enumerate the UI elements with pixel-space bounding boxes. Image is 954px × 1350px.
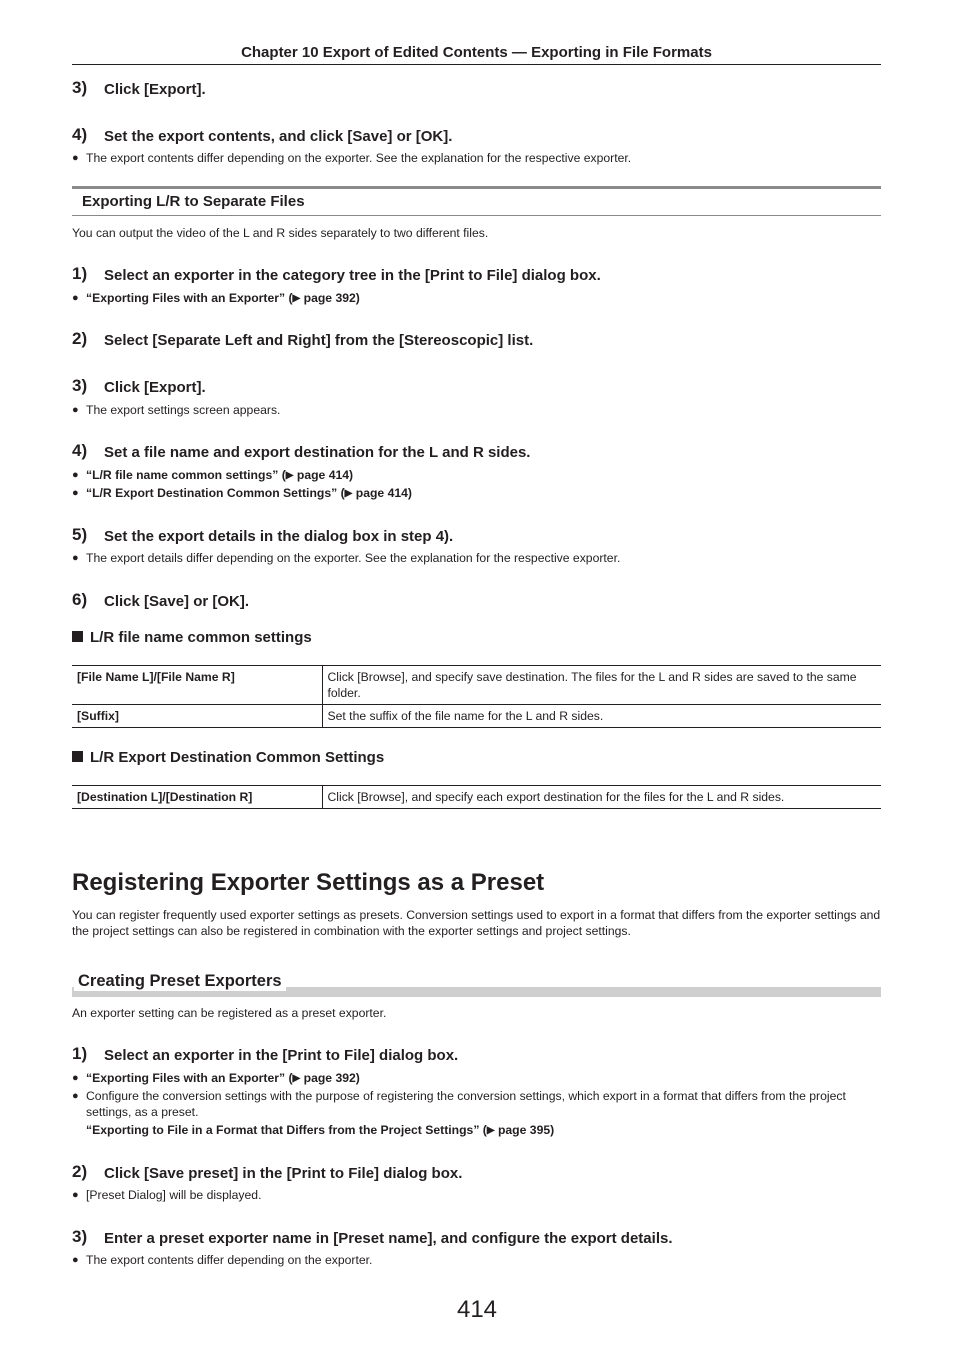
step-text: Set the export details in the dialog box in step 4). <box>104 528 454 545</box>
bullet-icon: ● <box>72 152 79 164</box>
section-intro: You can output the video of the L and R sides separately to two different files. <box>72 226 489 240</box>
preset-step-1 <box>72 1044 881 1068</box>
step-3-export <box>72 78 881 102</box>
lr-step-6 <box>72 590 881 614</box>
table-row <box>72 705 881 728</box>
step-number: 4) <box>72 441 88 460</box>
step-number: 1) <box>72 264 88 283</box>
table-cell-key: [Suffix] <box>72 705 322 728</box>
destination-settings-table <box>72 785 881 809</box>
table-cell-value: Set the suffix of the file name for the L and R sides. <box>322 705 881 728</box>
step-number: 2) <box>72 329 88 348</box>
step-text: Select an exporter in the category tree in the [Print to File] dialog box. <box>104 267 601 284</box>
table-row <box>72 666 881 705</box>
bullet-icon: ● <box>72 552 79 564</box>
bullet-icon: ● <box>72 1189 79 1201</box>
step-number: 5) <box>72 525 88 544</box>
step-number: 3) <box>72 376 88 395</box>
step-number: 3) <box>72 78 88 97</box>
step-text: Set the export contents, and click [Save] or [OK]. <box>104 128 453 145</box>
preset-step-3 <box>72 1227 881 1251</box>
table-cell-value: Click [Browse], and specify save destination. The files for the L and R sides are saved to the same folder. <box>322 666 881 705</box>
page-arrow-icon: ▶ <box>292 293 301 304</box>
bullet-text: The export contents differ depending on the exporter. See the explanation for the respective exporter. <box>86 151 632 165</box>
chapter-header: Chapter 10 Export of Edited Contents — Exporting in File Formats <box>241 44 712 61</box>
step-number: 2) <box>72 1162 88 1181</box>
page-arrow-icon: ▶ <box>486 1125 495 1136</box>
page-arrow-icon: ▶ <box>285 470 294 481</box>
link-text[interactable]: “Exporting Files with an Exporter” ( <box>86 1071 293 1085</box>
filename-settings-table <box>72 665 881 728</box>
page-number: 414 <box>456 1296 498 1323</box>
bullet-icon: ● <box>72 404 79 416</box>
section-title: Exporting L/R to Separate Files <box>82 193 305 210</box>
square-bullet-icon <box>72 751 83 762</box>
table-row <box>72 786 881 809</box>
bullet-text: The export details differ depending on the exporter. See the explanation for the respective exporter. <box>86 551 621 565</box>
subsection-heading <box>72 749 384 766</box>
step-number: 4) <box>72 125 88 144</box>
bullet-icon: ● <box>72 292 79 304</box>
preset-step-2 <box>72 1162 881 1186</box>
subsection-title: L/R file name common settings <box>90 629 312 646</box>
step-text: Click [Save] or [OK]. <box>104 593 250 610</box>
page-arrow-icon: ▶ <box>344 488 353 499</box>
lr-step-1 <box>72 264 881 288</box>
step-text: Select an exporter in the [Print to File] dialog box. <box>104 1047 459 1064</box>
step-text: Click [Export]. <box>104 81 206 98</box>
bullet-icon: ● <box>72 1072 79 1084</box>
page-arrow-icon: ▶ <box>292 1073 301 1084</box>
page-title: Registering Exporter Settings as a Preset <box>72 869 545 896</box>
bullet-icon: ● <box>72 1254 79 1266</box>
step-number: 3) <box>72 1227 88 1246</box>
step-number: 6) <box>72 590 88 609</box>
subsection-heading <box>72 629 312 646</box>
lr-step-3 <box>72 376 881 400</box>
subsection-title: L/R Export Destination Common Settings <box>90 749 385 766</box>
link-page[interactable]: page 414) <box>293 468 354 482</box>
square-bullet-icon <box>72 631 83 642</box>
table-cell-key: [Destination L]/[Destination R] <box>72 786 322 809</box>
bullet-icon: ● <box>72 469 79 481</box>
step-number: 1) <box>72 1044 88 1063</box>
link-page[interactable]: page 414) <box>352 486 412 500</box>
bullet-icon: ● <box>72 1090 79 1102</box>
link-text[interactable]: “L/R Export Destination Common Settings” ( <box>86 486 345 500</box>
step-text: Click [Export]. <box>104 379 206 396</box>
step-4-set-contents <box>72 125 881 149</box>
link-text[interactable]: “Exporting Files with an Exporter” ( <box>86 291 293 305</box>
step-text: Click [Save preset] in the [Print to File] dialog box. <box>104 1165 463 1182</box>
link-page[interactable]: page 392) <box>300 1071 360 1085</box>
section-rule-bottom <box>72 215 881 216</box>
table-cell-value: Click [Browse], and specify each export destination for the files for the L and R sides. <box>322 786 881 809</box>
link-text[interactable]: “Exporting to File in a Format that Differs from the Project Settings” ( <box>86 1123 487 1137</box>
link-page[interactable]: page 395) <box>494 1123 555 1137</box>
bullet-text: The export contents differ depending on the exporter. <box>86 1253 373 1267</box>
bullet-text: [Preset Dialog] will be displayed. <box>86 1188 262 1202</box>
bullet-text: Configure the conversion settings with the purpose of registering the conversion settings, which export in a format that differs from the project settings, as a preset. <box>86 1089 846 1119</box>
section-rule-top <box>72 186 881 189</box>
subsection-intro: An exporter setting can be registered as a preset exporter. <box>72 1006 387 1020</box>
step-text: Set a file name and export destination for the L and R sides. <box>104 444 531 461</box>
lr-step-4 <box>72 441 881 465</box>
lr-step-2 <box>72 329 881 353</box>
step-text: Enter a preset exporter name in [Preset name], and configure the export details. <box>104 1230 673 1247</box>
step-text: Select [Separate Left and Right] from the [Stereoscopic] list. <box>104 332 534 349</box>
table-cell-key: [File Name L]/[File Name R] <box>72 666 322 705</box>
lr-step-5 <box>72 525 881 549</box>
link-page[interactable]: page 392) <box>300 291 360 305</box>
subsection-title: Creating Preset Exporters <box>74 972 286 991</box>
bullet-text: The export settings screen appears. <box>86 403 281 417</box>
section-intro: You can register frequently used exporter settings as presets. Conversion settings used to export in a format that differs from the exporter settings and the project settings can also be registered in combination with the exporter settings and project settings. <box>72 908 881 938</box>
header-rule <box>72 64 881 65</box>
link-text[interactable]: “L/R file name common settings” ( <box>86 468 286 482</box>
bullet-icon: ● <box>72 487 79 499</box>
